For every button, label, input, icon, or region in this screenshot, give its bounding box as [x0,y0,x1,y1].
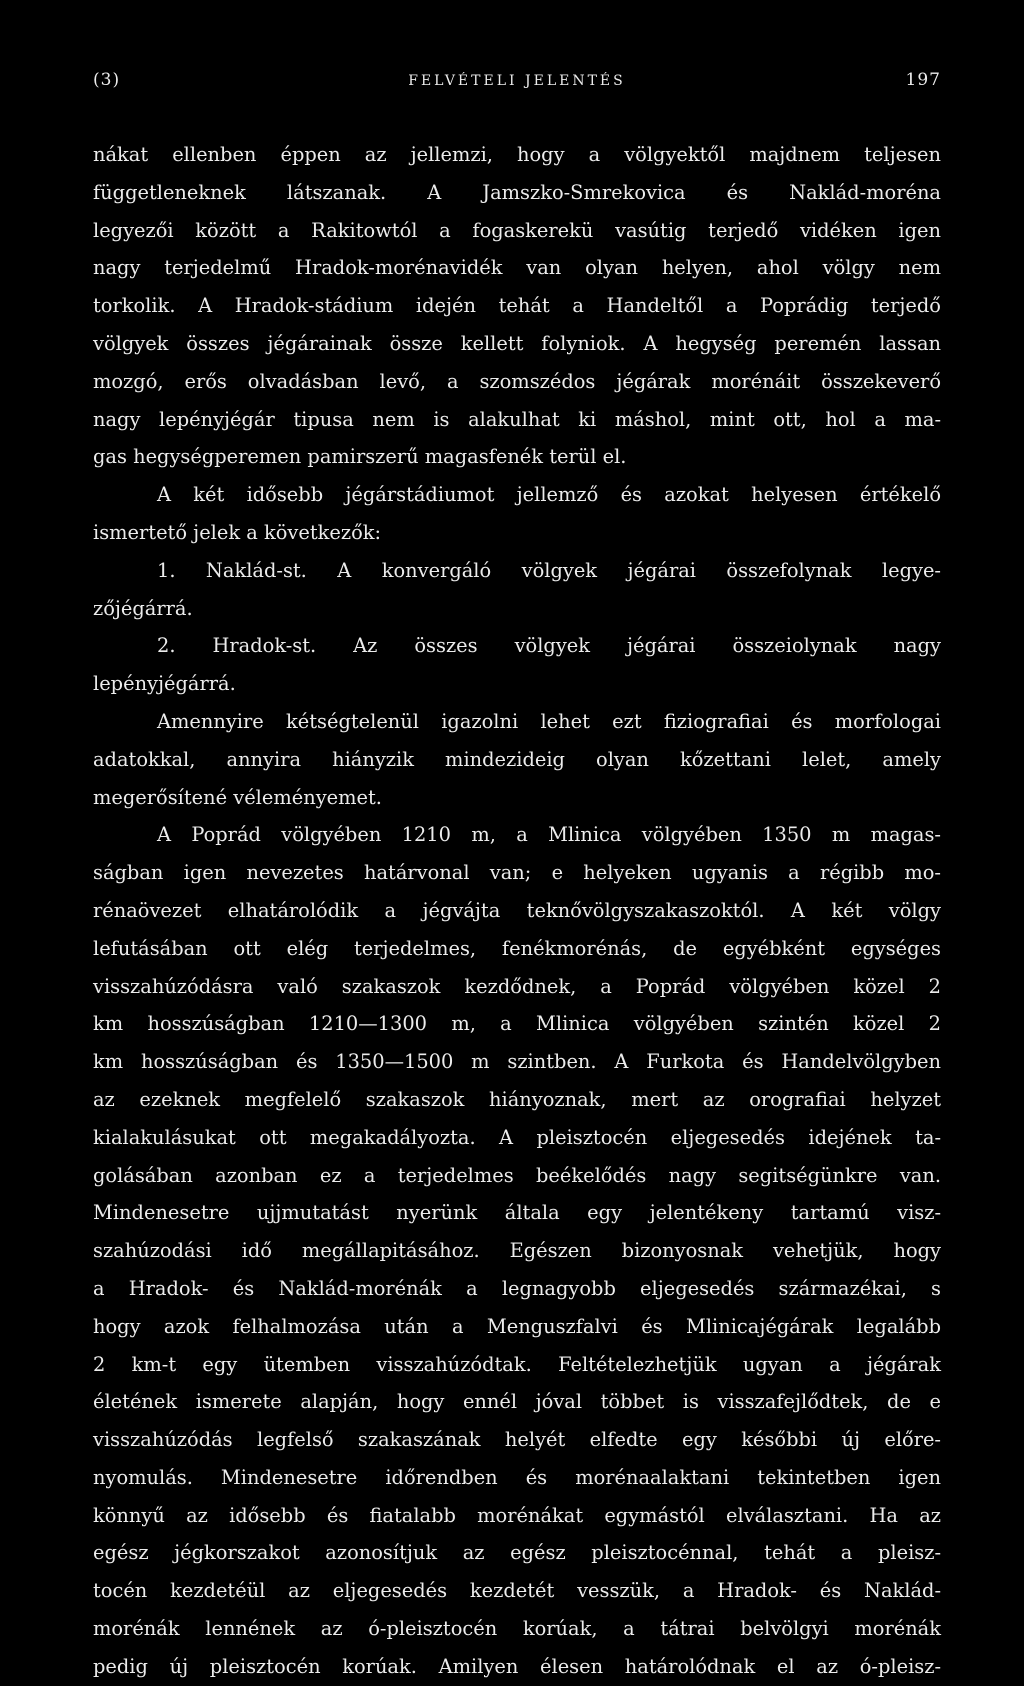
text-line: km hosszúságban 1210—1300 m, a Mlinica völgyében szintén közel 2 [93,1012,941,1036]
text-line: 2. Hradok-st. Az összes völgyek jégárai összeiolynak nagy [157,634,941,658]
text-line: golásában azonban ez a terjedelmes beékelődés nagy segitségünkre van. [93,1163,941,1187]
text-line: életének ismerete alapján, hogy ennél jóval többet is visszafejlődtek, de e [93,1390,941,1414]
text-line: az ezeknek megfelelő szakaszok hiányoznak, mert az orografiai helyzet [93,1087,941,1111]
text-line: lepényjégárrá. [93,672,236,696]
text-line: mozgó, erős olvadásban levő, a szomszédos jégárak morénáit összekeverő [93,369,941,393]
text-line: legyezői között a Rakitowtól a fogaskerekü vasútig terjedő vidéken igen [93,218,941,242]
text-line: nákat ellenben éppen az jellemzi, hogy a völgyektől majdnem teljesen [93,143,941,166]
text-line: ismertető jelek a következők: [93,520,382,544]
text-line: kialakulásukat ott megakadályozta. A pleisztocén eljegesedés idejének ta- [93,1125,941,1149]
text-line: függetleneknek látszanak. A Jamszko-Smrekovica és Naklád-moréna [93,180,941,204]
text-line: visszahúzódásra való szakaszok kezdődnek, a Poprád völgyében közel 2 [93,974,941,998]
text-line: lefutásában ott elég terjedelmes, fenékmorénás, de egyébként egységes [93,936,941,960]
text-line: zőjégárrá. [93,596,193,620]
text-line: könnyű az idősebb és fiatalabb morénákat egymástól elválasztani. Ha az [93,1503,941,1527]
text-line: 2 km-t egy ütemben visszahúzódtak. Feltételezhetjük ugyan a jégárak [93,1352,941,1376]
text-line: megerősítené véleményemet. [93,785,382,809]
text-line: ságban igen nevezetes határvonal van; e helyeken ugyanis a régibb mo- [93,861,941,885]
text-line: egész jégkorszakot azonosítjuk az egész pleisztocénnal, tehát a pleisz- [93,1541,941,1565]
text-line: szahúzodási idő megállapitásához. Egészen bizonyosnak vehetjük, hogy [93,1239,941,1263]
text-line: tocén kezdetéül az eljegesedés kezdetét vesszük, a Hradok- és Naklád- [93,1579,941,1603]
text-line: rénaövezet elhatárolódik a jégvájta teknővölgyszakaszoktól. A két völgy [93,898,941,922]
text-line: 1. Naklád-st. A konvergáló völgyek jégárai összefolynak legye- [157,558,941,582]
text-line: nyomulás. Mindenesetre időrendben és morénaalaktani tekintetben igen [93,1465,941,1489]
text-line: nagy terjedelmű Hradok-morénavidék van olyan helyen, ahol völgy nem [93,256,941,280]
text-line: pedig új pleisztocén korúak. Amilyen élesen határolódnak el az ó-pleisz- [93,1654,941,1678]
text-line: Mindenesetre ujjmutatást nyerünk általa egy jelentékeny tartamú visz- [93,1201,941,1225]
body-text [93,136,941,1686]
text-line: hogy azok felhalmozása után a Menguszfalvi és Mlinicajégárak legalább [93,1314,941,1338]
section-number: (3) [93,70,121,90]
text-line: A két idősebb jégárstádiumot jellemző és azokat helyesen értékelő [157,483,941,507]
text-line: Amennyire kétségtelenül igazolni lehet ezt fiziografiai és morfologai [157,709,941,733]
text-line: völgyek összes jégárainak össze kellett folyniok. A hegység peremén lassan [93,331,941,355]
text-line: gas hegységperemen pamirszerű magasfenék terül el. [93,445,627,469]
text-line: morénák lennének az ó-pleisztocén korúak, a tátrai belvölgyi morénák [93,1617,941,1641]
text-line: torkolik. A Hradok-stádium idején tehát a Handeltől a Poprádig terjedő [93,294,941,318]
text-line: adatokkal, annyira hiányzik mindezideig olyan kőzettani lelet, amely [93,747,941,771]
text-line: km hosszúságban és 1350—1500 m szintben. A Furkota és Handelvölgyben [93,1050,941,1074]
text-line: visszahúzódás legfelső szakaszának helyét elfedte egy későbbi új előre- [93,1428,941,1452]
text-line: nagy lepényjégár tipusa nem is alakulhat ki máshol, mint ott, hol a ma- [93,407,941,431]
running-title: FELVÉTELI JELENTÉS [408,73,626,89]
running-header [93,70,941,96]
text-line: a Hradok- és Naklád-morénák a legnagyobb eljegesedés származékai, s [93,1276,941,1300]
page-number: 197 [905,70,941,90]
text-line: A Poprád völgyében 1210 m, a Mlinica völgyében 1350 m magas- [157,823,941,847]
